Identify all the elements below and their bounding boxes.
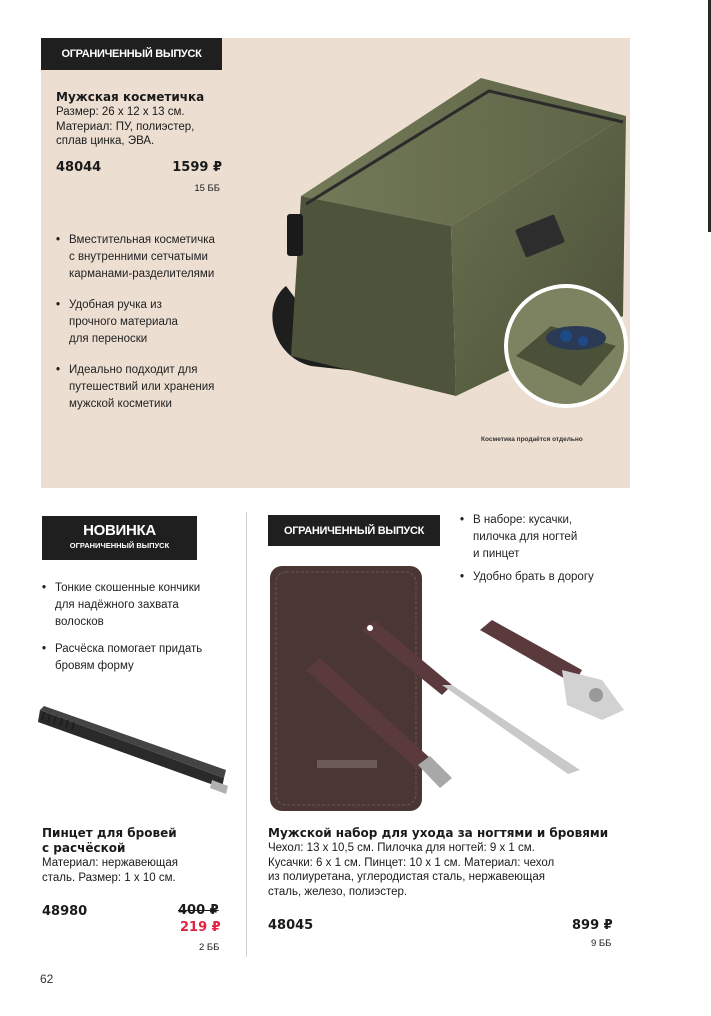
top-product-info [56, 90, 256, 149]
product-desc-line: Материал: нержавеющая [42, 857, 179, 869]
top-product-panel [41, 38, 630, 488]
product-title: Мужская косметичка [56, 90, 205, 104]
cosmetic-bag-image [231, 56, 630, 416]
tweezers-info [42, 826, 242, 885]
new-badge [42, 516, 197, 560]
product-points: 9 ББ [591, 938, 612, 949]
feature-item: • Идеально подходит для путешествий или хранения мужской косметики [56, 362, 261, 413]
old-price: 400 ₽ [178, 903, 219, 918]
product-desc-line: Размер: 26 x 12 x 13 см. [56, 106, 185, 118]
feature-item: • Удобно брать в дорогу [460, 569, 660, 586]
limited-edition-badge: ОГРАНИЧЕННЫЙ ВЫПУСК [41, 38, 222, 70]
feature-item: • Удобная ручка из прочного материала для переноски [56, 297, 261, 348]
limited-edition-sublabel: ОГРАНИЧЕННЫЙ ВЫПУСК [69, 541, 170, 550]
product-sku: 48044 [56, 160, 102, 175]
sale-price: 219 ₽ [180, 920, 221, 935]
feature-item: • Расчёска помогает придать бровям форму [42, 641, 242, 675]
product-title: Пинцет для бровей [42, 826, 177, 840]
nail-set-image [262, 560, 642, 825]
inset-caption: Косметика продаётся отдельно [481, 436, 583, 443]
product-desc-line: из полиуретана, углеродистая сталь, нержавеющая [268, 871, 545, 883]
page-number: 62 [40, 972, 54, 986]
feature-item: • В наборе: кусачки, пилочка для ногтей и пинцет [460, 512, 660, 563]
product-desc-line: Материал: ПУ, полиэстер, [56, 120, 195, 133]
product-desc-line: сплав цинка, ЭВА. [56, 135, 155, 147]
limited-edition-badge: ОГРАНИЧЕННЫЙ ВЫПУСК [268, 515, 440, 546]
product-sku: 48980 [42, 904, 88, 919]
new-badge-label: НОВИНКА [83, 522, 156, 539]
product-points: 2 ББ [199, 942, 220, 953]
product-desc-line: сталь, железо, полиэстер. [268, 885, 408, 898]
column-divider [246, 512, 247, 957]
product-price: 1599 ₽ [172, 160, 222, 175]
feature-item: • Вместительная косметичка с внутренними сетчатыми карманами-разделителями [56, 232, 261, 283]
product-title: Мужской набор для ухода за ногтями и бровями [268, 826, 609, 840]
nail-set-info [268, 826, 638, 899]
product-desc-line: сталь. Размер: 1 x 10 см. [42, 871, 176, 884]
feature-item: • Тонкие скошенные кончики для надёжного захвата волосков [42, 580, 242, 631]
product-title: с расчёской [42, 841, 126, 855]
product-points: 15 ББ [194, 183, 220, 194]
product-desc-line: Чехол: 13 x 10,5 см. Пилочка для ногтей: 9 x 1 см. [268, 842, 535, 854]
product-sku: 48045 [268, 918, 314, 933]
product-price: 899 ₽ [572, 918, 613, 933]
tweezers-image [36, 700, 236, 810]
tweezers-features-list [42, 580, 242, 675]
product-desc-line: Кусачки: 6 x 1 см. Пинцет: 10 x 1 см. Материал: чехол [268, 856, 555, 869]
